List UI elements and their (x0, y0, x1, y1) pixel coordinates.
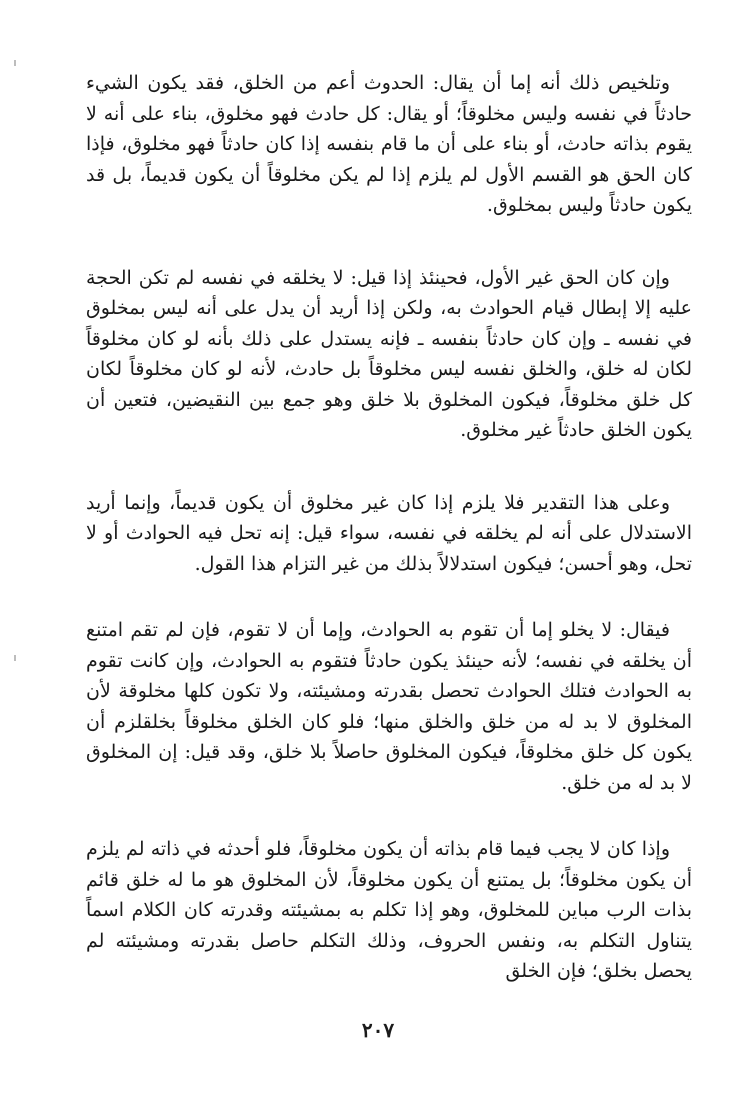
paragraph-3: وعلى هذا التقدير فلا يلزم إذا كان غير مخلوق أن يكون قديماً، وإنما أريد الاستدلال على أنه لم يخلقه في نفسه، سواء قيل: إنه تحل فيه الحوادث أو لا تحل، وهو أحسن؛ فيكون استدلالاً بذلك من غير التزام هذا القول. (86, 491, 692, 575)
body-text (86, 68, 692, 1029)
page-number: ٢٠٧ (361, 1018, 395, 1042)
paragraph-1: وتلخيص ذلك أنه إما أن يقال: الحدوث أعم من الخلق، فقد يكون الشيء حادثاً في نفسه وليس مخلوقاً؛ أو يقال: كل حادث فهو مخلوق، بناء على أنه لا يقوم بذاته حادث، أو بناء على أن ما قام بنفسه إذا كان حادثاً فهو مخلوق، فإذا كان الحق هو القسم الأول لم يلزم إذا لم يكن مخلوقاً أن يكون قديماً، بل قد يكون حادثاً وليس بمخلوق. (86, 72, 692, 216)
paragraph-5: وإذا كان لا يجب فيما قام بذاته أن يكون مخلوقاً، فلو أحدثه في ذاته لم يلزم أن يكون مخلوقاً؛ بل يمتنع أن يكون مخلوقاً، لأن المخلوق هو ما له خلق قائم بذات الرب مباين للمخلوق، وهو إذا تكلم به بمشيئته وقدرته كان الكلام اسماً يتناول التكلم به، ونفس الحروف، وذلك التكلم حاصل بقدرته ومشيئته لم يحصل بخلق؛ فإن الخلق (86, 838, 692, 982)
scan-speck (14, 655, 16, 661)
paragraph-2: وإن كان الحق غير الأول، فحينئذ إذا قيل: لا يخلقه في نفسه لم تكن الحجة عليه إلا إبطال قيام الحوادث به، ولكن إذا أريد أن يدل على أنه ليس بمخلوق في نفسه ـ وإن كان حادثاً بنفسه ـ فإنه يستدل على ذلك بأنه لو كان مخلوقاً لكان له خلق، والخلق نفسه ليس مخلوقاً بل حادث، لأنه لو كان مخلوقاً لكان كل خلق مخلوقاً، فيكون المخلوق بلا خلق وهو جمع بين النقيضين، فتعين أن يكون الخلق حادثاً غير مخلوق. (86, 266, 692, 441)
scan-speck (14, 60, 16, 66)
paragraph-4: فيقال: لا يخلو إما أن تقوم به الحوادث، وإما أن لا تقوم، فإن لم تقم امتنع أن يخلقه في نفسه؛ لأنه حينئذ يكون حادثاً فتقوم به الحوادث، وإن كانت تقوم به الحوادث فتلك الحوادث تحصل بقدرته ومشيئته، ولا تكون كلها مخلوقة لأن المخلوق لا بد له من خلق والخلق منها؛ فلو كان الخلق مخلوقاً بخلقلزم أن يكون كل خلق مخلوقاً، فيكون المخلوق حاصلاً بلا خلق، وقد قيل: إن المخلوق لا بد له من خلق. (86, 619, 692, 794)
